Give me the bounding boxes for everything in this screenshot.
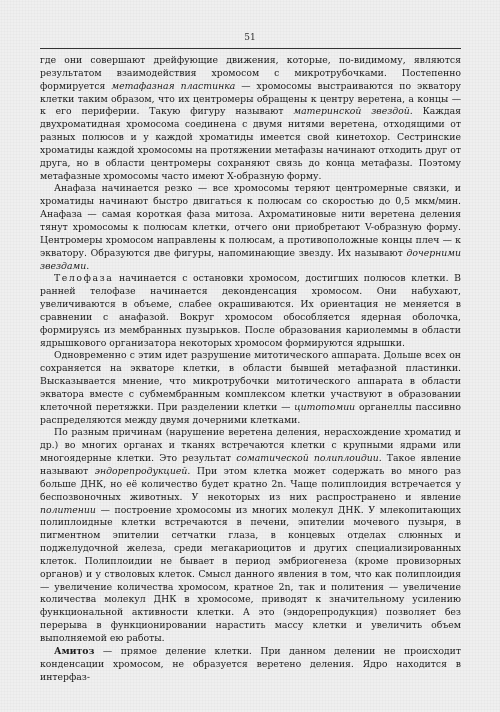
emphasized-term: соматической полиплоидии xyxy=(236,453,379,465)
text-run: где они совершают дрейфующие движения, которые, по-видимому, являются результатом взаимодействия хромосом с микротрубочками. Постепенно формируется xyxy=(40,55,461,92)
text-run: органеллы пассивно распределяются между двумя дочерними клетками. xyxy=(40,401,461,426)
text-run: . Каждая двухроматидная хромосома соединена с двумя нитями веретена, отходящими от разных полюсов и у каждой хроматиды имеется свой кинетохор. Сестринские хроматиды каждой хромосомы на протяжении метафазы начинают отходить друг от друга, но в области центромеры сохраняют связь до конца метафазы. Поэтому метафазные хромосомы часто имеют X-образную форму. xyxy=(40,106,461,182)
text-run: Одновременно с этим идет разрушение митотического аппарата. Дольше всех он сохраняется на экваторе клетки, в области бывшей метафазной пластинки. Высказывается мнение, что микротрубочки митотического аппарата в области экватора вместе с субмембранным комплексом клетки участвуют в образовании клеточной перетяжки. При разделении клетки — xyxy=(40,350,461,413)
text-run: . Такое явление называют xyxy=(40,453,462,477)
emphasized-term: Телофаза xyxy=(54,273,114,285)
text-run: Анафаза начинается резко — все хромосомы теряют центромерные связки, и хроматиды начинают быстро двигаться к полюсам со скоростью до 0,5 мкм/мин. Анафаза — самая короткая фаза митоза. Ахроматиновые нити веретена деления тянут хромосомы к полюсам клетки, отчего они приобретают V-образную форму. Центромеры хромосом направлены к полюсам, а противоположные концы плеч — к экватору. Образуются две фигуры, напоминающие звезду. Их называют xyxy=(40,183,461,259)
text-run: По разным причинам (нарушение веретена деления, нерасхождение хроматид и др.) во многих органах и тканях встречаются клетки с крупными ядрами или многоядерные клетки. Это результат xyxy=(40,427,461,465)
paragraph xyxy=(40,55,461,183)
text-run: начинается с остановки хромосом, достигших полюсов клетки. В ранней телофазе начинается деконденсация хромосом. Они набухают, увеличиваются в объеме, слабее окрашиваются. Их ориентация не меняется в сравнении с анафазой. Вокруг хромосом обособляется ядерная оболочка, формируясь из мембранных пузырьков. После образования кариолеммы в области ядрышкового организатора некоторых хромосом формируются ядрышки. xyxy=(40,273,461,349)
emphasized-term: материнской звездой xyxy=(293,106,410,118)
body-text xyxy=(40,55,461,684)
paragraph xyxy=(40,427,461,645)
paragraph xyxy=(40,183,461,273)
emphasized-term: дочерними звездами xyxy=(40,247,461,272)
paragraph xyxy=(40,350,461,427)
emphasized-term: политении xyxy=(40,504,96,516)
paragraph xyxy=(40,273,461,350)
emphasized-term: цитотомии xyxy=(294,401,356,413)
page-number: 51 xyxy=(244,33,256,43)
text-run: . При этом клетка может содержать во много раз больше ДНК, но её количество будет кратно 2n. Чаще полиплоидия встречается у беспозвоночных животных. У некоторых из них распространено и явление xyxy=(40,466,461,503)
header-rule xyxy=(40,48,461,49)
text-run: — прямое деление клетки. При данном делении не происходит конденсации хромосом, не образуется веретено деления. Ядро находится в интерфаз- xyxy=(40,645,461,683)
emphasized-term: эндорепродукцией xyxy=(94,466,188,477)
text-run: — хромосомы выстраиваются по экватору клетки таким образом, что их центромеры обращены к центру веретена, а концы — к его периферии. Такую фигуру называют xyxy=(40,80,461,118)
paragraph xyxy=(40,646,461,685)
emphasized-term: метафазная пластинка xyxy=(111,80,236,92)
text-run: — построение хромосомы из многих молекул ДНК. У млекопитающих полиплоидные клетки встречаются в печени, эпителии мочевого пузыря, в пигментном эпителии сетчатки глаза, в концевых отделах слюнных и поджелудочной железа, среди мегакариоцитов и других специализированных клеток. Полиплоидии не бывает в период эмбриогенеза (кроме провизорных органов) и у стволовых клеток. Смысл данного явления в том, что как полиплоидия — увеличение количества хромосом, кратное 2n, так и политения — увеличение количества молекул ДНК в хромосоме, приводят к значительному усилению функциональной активности клетки. А это (эндорепродукция) позволяет без перерыва в функционировании нарастить массу клетки и увеличить объем выполняемой ею работы. xyxy=(40,504,461,644)
emphasized-term: Амитоз xyxy=(54,645,95,657)
text-run: . xyxy=(86,260,90,272)
